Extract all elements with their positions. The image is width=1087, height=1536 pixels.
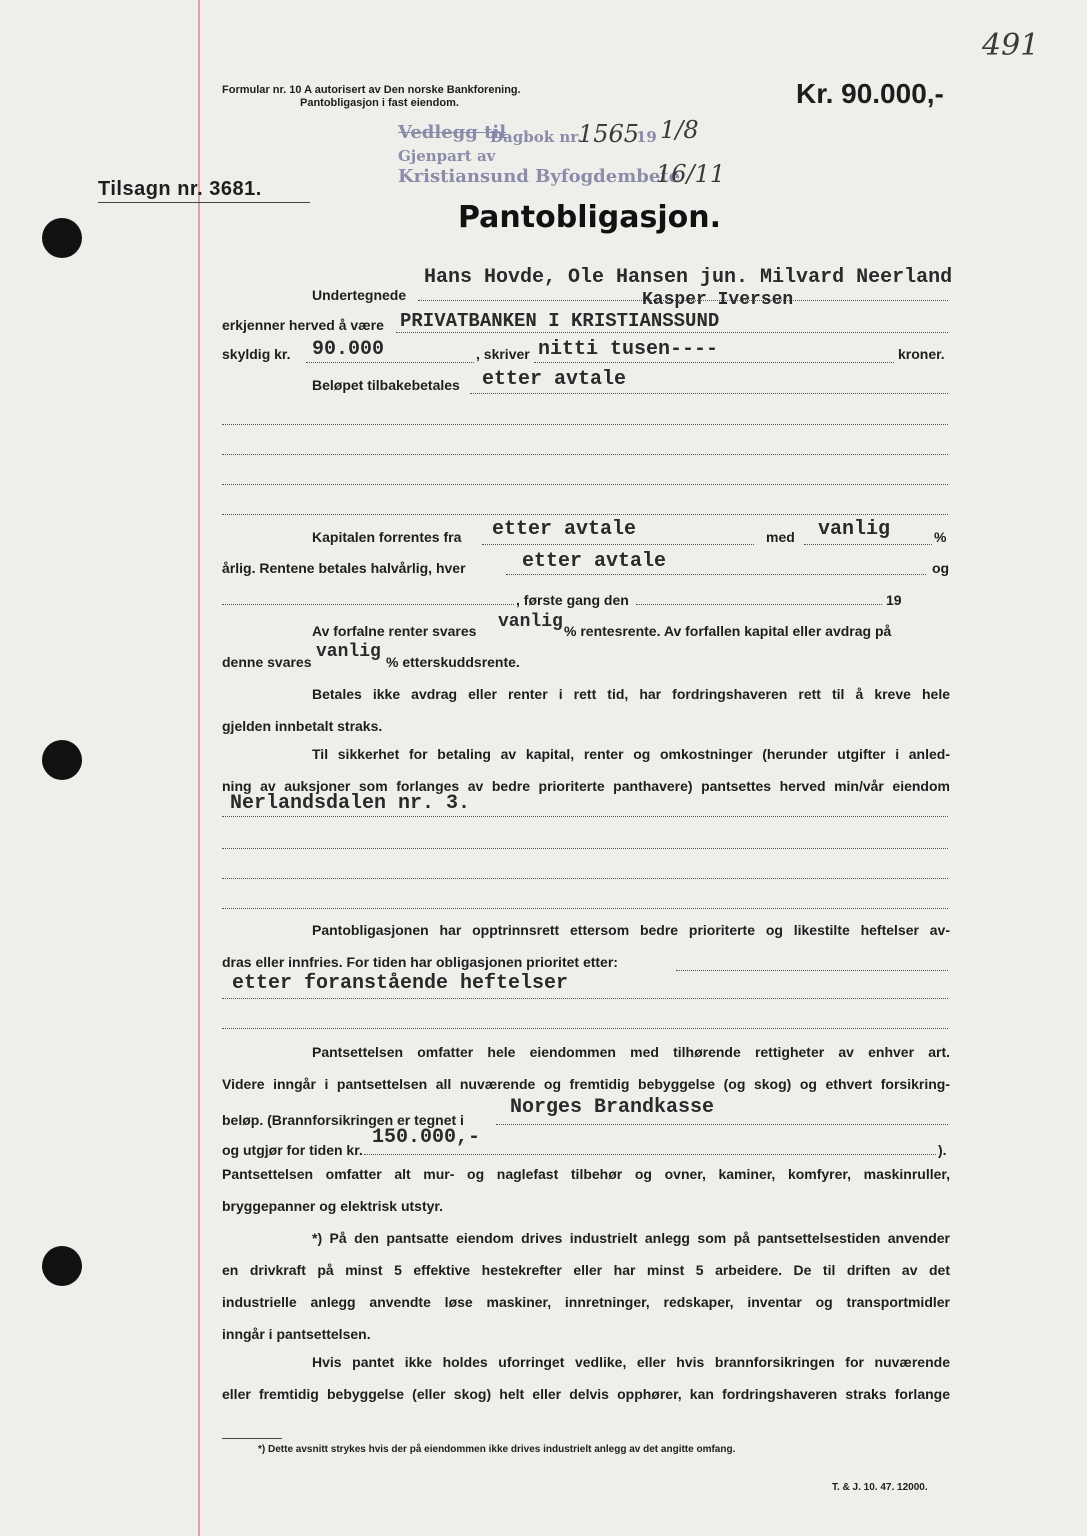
prioritet-value-line [222, 998, 948, 999]
creditor-name: PRIVATBANKEN I KRISTIANSSUND [400, 310, 720, 332]
industri-line2: en drivkraft på minst 5 effektive hestekrefter eller har minst 5 arbeidere. De til driften av det [222, 1262, 950, 1278]
prioritet-value: etter foranstående heftelser [232, 972, 569, 995]
vedlike-line1: Hvis pantet ikke holdes uforringet vedlike, eller hvis brannforsikringen for nuværende [312, 1354, 950, 1370]
undertegnede-value2: Kasper Iversen [642, 290, 794, 310]
insured-amount: 150.000,- [372, 1126, 481, 1149]
tilsagn-number: Tilsagn nr. 3681. [98, 178, 262, 200]
interest-from-line [482, 544, 754, 545]
undertegnede-value: Hans Hovde, Ole Hansen jun. Milvard Neerland [424, 266, 953, 289]
blank-line [222, 908, 948, 909]
amount-words-line [534, 362, 894, 363]
amount-value: 90.000 [312, 338, 385, 361]
prioritet-line2: dras eller innfries. For tiden har obligasjonen prioritet etter: [222, 954, 618, 970]
og-label: og [932, 560, 950, 576]
industri-line1: *) På den pantsatte eiendom drives industrielt anlegg som på pantsettelsestiden anvender [312, 1230, 950, 1246]
arlig-label: årlig. Rentene betales halvårlig, hver [222, 560, 466, 576]
form-header-line1: Formular nr. 10 A autorisert av Den norske Bankforening. [222, 84, 521, 96]
blank-line [222, 424, 948, 425]
property-name: Nerlandsdalen nr. 3. [230, 792, 471, 815]
forfalne-post: % rentesrente. Av forfallen kapital eller avdrag på [564, 623, 892, 639]
insured-amount-line [364, 1154, 936, 1155]
interest-from: etter avtale [492, 518, 637, 541]
blank-line [222, 484, 948, 485]
industri-line3: industrielle anlegg anvendte løse maskiner, innretninger, redskaper, inventar og transportmidler [222, 1294, 950, 1310]
form-header-line2: Pantobligasjon i fast eiendom. [300, 97, 459, 109]
omfatter-line1: Pantsettelsen omfatter hele eiendommen med tilhørende rettigheter av enhver art. [312, 1044, 950, 1060]
industri-paragraph [222, 1222, 950, 1350]
prioritet-line1: Pantobligasjonen har opptrinnsrett ettersom bedre prioriterte og likestilte heftelser av- [312, 922, 950, 938]
erkjenner-label: erkjenner herved å være [222, 317, 384, 333]
industri-line4: inngår i pantsettelsen. [222, 1326, 371, 1342]
interest-schedule-line [506, 574, 926, 575]
footnote-rule [222, 1438, 282, 1439]
date-line [222, 604, 514, 605]
amount-header: Kr. 90.000,- [796, 78, 944, 109]
kroner-label: kroner. [898, 346, 945, 362]
interest-rate: vanlig [818, 518, 891, 541]
denne-post: % etterskuddsrente. [386, 654, 520, 670]
tilbehor-line2: bryggepanner og elektrisk utstyr. [222, 1198, 443, 1214]
belop-label: beløp. (Brannforsikringen er tegnet i [222, 1112, 464, 1128]
stamp-dagbok-nr: 1565 [578, 120, 640, 148]
denne-rate: vanlig [316, 642, 381, 662]
pct-label: % [934, 529, 947, 545]
vedlike-line2: eller fremtidig bebyggelse (eller skog) helt eller delvis opphører, kan fordringshaveren straks forlange [222, 1386, 950, 1402]
tilbehor-line1: Pantsettelsen omfatter alt mur- og naglefast tilbehør og ovner, kaminer, komfyrer, maskinruller, [222, 1166, 950, 1182]
stamp-date2: 16/11 [656, 160, 726, 188]
omfatter-paragraph [222, 1036, 950, 1100]
betales-line1: Betales ikke avdrag eller renter i rett tid, har fordringshaveren rett til å kreve hele [312, 686, 950, 702]
insurer-line [496, 1124, 948, 1125]
betales-paragraph [222, 678, 950, 742]
repayment-line [470, 393, 948, 394]
punch-hole [42, 740, 82, 780]
stamp-office: Kristiansund Byfogdembete [398, 166, 681, 187]
amount-line [306, 362, 474, 363]
close-paren: ). [938, 1142, 947, 1158]
prioritet-paragraph [222, 914, 950, 978]
printer-mark: T. & J. 10. 47. 12000. [832, 1482, 928, 1493]
tilbehor-paragraph [222, 1158, 950, 1222]
undertegnede-label: Undertegnede [312, 287, 407, 303]
omfatter-line2: Videre inngår i pantsettelsen all nuværende og fremtidig bebyggelse (og skog) og ethvert forsikring- [222, 1076, 950, 1092]
prioritet-line [676, 970, 948, 971]
punch-hole [42, 218, 82, 258]
tilsagn-underline [98, 202, 310, 203]
blank-line [222, 454, 948, 455]
blank-line [222, 514, 948, 515]
blank-line [222, 878, 948, 879]
sikkerhet-line2: ning av auksjoner som forlanges av bedre prioriterte panthavere) pantsettes herved min/vår eiendom [222, 778, 950, 794]
stamp-year: 19 [636, 128, 657, 146]
forfalne-label: Av forfalne renter svares [312, 623, 477, 639]
utgjor-label: og utgjør for tiden kr. [222, 1142, 363, 1158]
document-title: Pantobligasjon. [458, 200, 721, 235]
stamp-gjenpart: Gjenpart av [398, 147, 496, 165]
belopet-label: Beløpet tilbakebetales [312, 377, 460, 393]
kapitalen-label: Kapitalen forrentes fra [312, 529, 462, 545]
page-number: 491 [982, 28, 1040, 63]
sikkerhet-line1: Til sikkerhet for betaling av kapital, renter og omkostninger (herunder utgifter i anled- [312, 746, 950, 762]
betales-line2: gjelden innbetalt straks. [222, 718, 383, 734]
insurer-name: Norges Brandkasse [510, 1096, 715, 1119]
repayment-value: etter avtale [482, 368, 627, 391]
creditor-line [396, 332, 948, 333]
stamp-date1: 1/8 [660, 116, 699, 144]
vedlike-paragraph [222, 1346, 950, 1410]
interest-rate-line [804, 544, 932, 545]
med-label: med [766, 529, 795, 545]
year-label: 19 [886, 592, 902, 608]
property-line [222, 816, 948, 817]
margin-line [198, 0, 200, 1536]
blank-line [222, 1028, 948, 1029]
forste-line [636, 604, 882, 605]
skriver-label: , skriver [476, 346, 530, 362]
denne-label: denne svares [222, 654, 312, 670]
stamp-vedlegg: Vedlegg til [398, 122, 507, 143]
interest-schedule: etter avtale [522, 550, 667, 573]
blank-line [222, 848, 948, 849]
amount-words: nitti tusen---- [538, 338, 719, 361]
forste-label: , første gang den [516, 592, 629, 608]
stamp-dagbok-label: Dagbok nr. [490, 128, 582, 146]
forfalne-rate: vanlig [498, 612, 563, 632]
skyldig-label: skyldig kr. [222, 346, 291, 362]
punch-hole [42, 1246, 82, 1286]
footnote: *) Dette avsnitt strykes hvis der på eiendommen ikke drives industrielt anlegg av det angitte omfang. [258, 1444, 736, 1455]
